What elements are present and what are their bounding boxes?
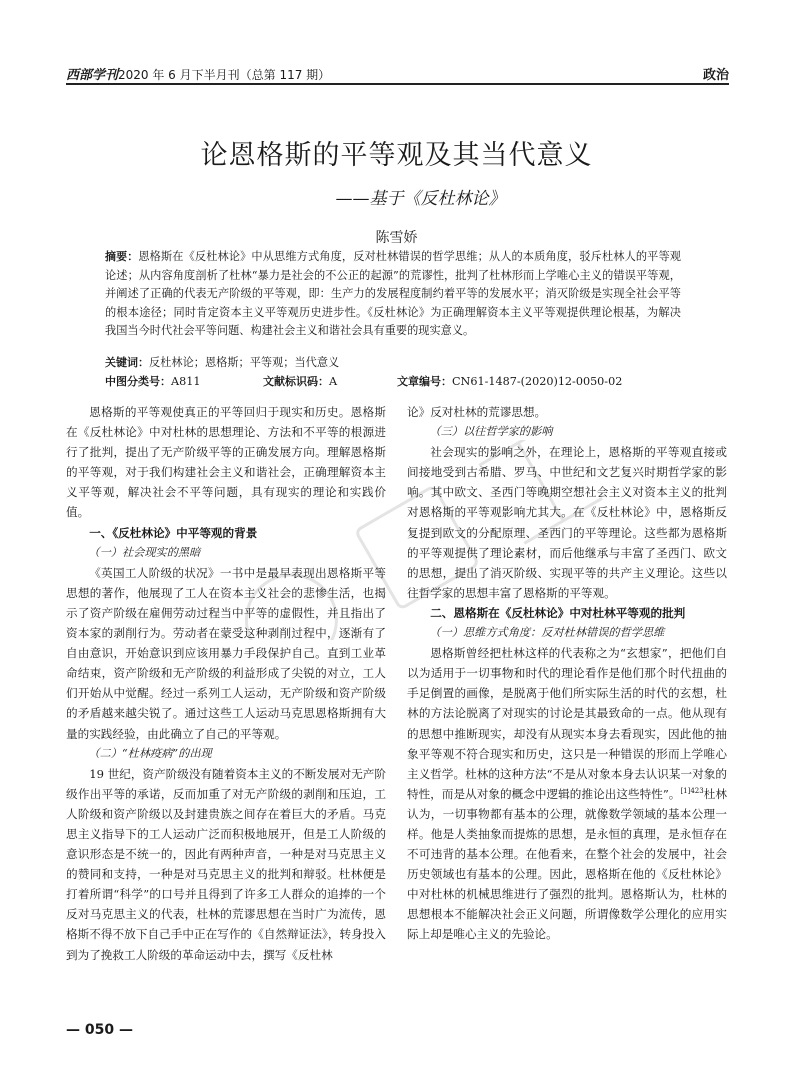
abstract-text: 恩格斯在《反杜林论》中从思维方式角度，反对杜林错误的哲学思维；从人的本质角度，驳斥杜林人的平等观论述；从内容角度剖析了杜林“暴力是社会的不公正的起源”的荒谬性，批判了杜林形而上学唯心主义的错误平等观，并阐述了正确的代表无产阶级的平等观，即：生产力的发展程度制约着平等的发展水平；消灭阶级是实现全社会平等的根本途径；同时肯定资本主义平等观历史进步性。《反杜林论》为正确理解资本主义平等观提供理论根基，为解决我国当今时代社会平等问题、构建社会主义和谐社会具有重要的现实意义。 — [105, 250, 681, 337]
right-column — [407, 402, 727, 945]
section-heading: 二、恩格斯在《反杜林论》中对杜林平等观的批判 — [430, 605, 686, 620]
left-column — [66, 402, 386, 965]
subsection-heading: （一）思维方式角度：反对杜林错误的哲学思维 — [429, 626, 665, 640]
paragraph: 论》反对杜林的荒谬思想。 — [407, 405, 547, 419]
article-subtitle: ——基于《反杜林论》 — [335, 189, 506, 209]
header-rule — [66, 83, 729, 85]
page-number: — 050 — — [66, 1022, 133, 1038]
abstract-label: 摘要： — [105, 250, 139, 263]
paragraph: 19 世纪，资产阶级没有随着资本主义的不断发展对无产阶级作出平等的承诺，反而加重了对无产阶级的剥削和压迫，工人阶级和资产阶级以及封建贵族之间存在着巨大的矛盾。马克思主义指导下的工人运动广泛而积极地展开，但是工人阶级的意识形态是不统一的，因此有两种声音，一种是对马克思主义的赞同和支持，一种是对马克思主义的批判和辩驳。杜林便是打着所谓“科学”的口号并且得到了许多工人群众的追捧的一个反对马克思主义的代表，杜林的荒谬思想在当时广为流传，恩格斯不得不放下自己手中正在写作的《自然辩证法》，转身投入到为了挽救工人阶级的革命运动中去，撰写《反杜林 — [66, 766, 386, 962]
doc-value: A — [329, 375, 338, 388]
author-name: 陈雪娇 — [375, 230, 418, 246]
section-heading: 一、《反杜林论》中平等观的背景 — [89, 525, 258, 540]
keywords-text: 反杜林论；恩格斯；平等观；当代意义 — [149, 356, 340, 369]
journal-logo: 西部学刊 — [66, 68, 119, 83]
running-header — [66, 62, 729, 82]
paragraph — [407, 643, 727, 944]
paragraph-text: 杜林认为，一切事物都有基本的公理，就像数学领域的基本公理一样。他是人类抽象而提炼的思想，是永恒的真理，是永恒存在不可违背的基本公理。在他看来，在整个社会的发展中，社会历史领域也有基本的公理。因此，恩格斯在他的《反杜林论》中对杜林的机械思维进行了强烈的批判。恩格斯认为，杜林的思想根本不能解决社会正义问题，所谓像数学公理化的应用实际上却是唯心主义的先验论。 — [407, 786, 727, 942]
paragraph-text: 恩格斯曾经把杜林这样的代表称之为“玄想家”，把他们自以为适用于一切事物和时代的理论看作是他们那个时代扭曲的手足倒置的画像，是脱离于他们所实际生活的时代的玄想，杜林的方法论脱离了对现实的讨论是其最致命的一点。他从现有的思想中推断现实，却没有从现实本身去看现实，因此他的抽象平等观不符合现实和历史，这只是一种错误的形而上学唯心主义哲学。杜林的这种方法“不是从对象本身去认识某一对象的特性，而是从对象的概念中逻辑的推论出这些特性”。 — [407, 646, 727, 801]
subsection-heading: （二）“杜林疫病”的出现 — [88, 746, 212, 760]
subsection-heading: （三）以往哲学家的影响 — [429, 425, 553, 439]
paragraph: 《英国工人阶级的状况》一书中是最早表现出恩格斯平等思想的著作，他展现了工人在资本主义社会的悲惨生活，也揭示了资产阶级在雇佣劳动过程当中平等的虚假性，并且指出了资本家的剥削行为。劳动者在蒙受这种剥削过程中，逐渐有了自由意识，开始意识到应该用暴力手段保护自己。直到工业革命结束，资产阶级和无产阶级的利益形成了尖锐的对立，工人们开始从中觉醒。经过一系列工人运动，无产阶级和资产阶级的矛盾越来越尖锐了。通过这些工人运动马克思恩格斯拥有大量的实践经验，由此确立了自己的平等观。 — [66, 565, 386, 741]
subsection-heading: （一）社会现实的黑暗 — [88, 545, 201, 559]
abstract — [105, 248, 681, 341]
article-number — [397, 373, 622, 391]
art-label: 文章编号： — [397, 375, 452, 388]
keywords-label: 关键词： — [105, 356, 149, 369]
clc-label: 中图分类号： — [105, 375, 171, 388]
doc-label: 文献标识码： — [263, 375, 329, 388]
clc-value: A811 — [171, 375, 201, 388]
paragraph: 社会现实的影响之外，在理论上，恩格斯的平等观直接或间接地受到古希腊、罗马、中世纪和文艺复兴时期哲学家的影响。其中欧文、圣西门等晚期空想社会主义对资本主义的批判对恩格斯的平等观影响尤其大。在《反杜林论》中，恩格斯反复提到欧文的分配原理、圣西门的平等理论。这些都为恩格斯的平等观提供了理论素材，而后他继承与丰富了圣西门、欧文的思想，提出了消灭阶级、实现平等的共产主义理论。这些以往哲学家的思想丰富了恩格斯的平等观。 — [407, 445, 727, 600]
clc-code — [105, 373, 200, 391]
art-value: CN61-1487-(2020)12-0050-02 — [452, 375, 623, 388]
section-label: 政治 — [702, 68, 729, 83]
keywords — [105, 354, 681, 372]
paragraph: 恩格斯的平等观使真正的平等回归于现实和历史。恩格斯在《反杜林论》中对杜林的思想理论、方法和不平等的根源进行了批判，提出了无产阶级平等的正确发展方向。理解恩格斯的平等观，对于我们构建社会主义和谐社会，正确理解资本主义平等观，解决社会不平等问题，具有现实的理论和实践价值。 — [66, 405, 386, 520]
doc-code — [263, 373, 337, 391]
citation: [1]423 — [680, 786, 704, 795]
journal-issue — [66, 64, 330, 83]
issue-info: 2020 年 6 月下半月刊（总第 117 期） — [118, 68, 331, 82]
article-title: 论恩格斯的平等观及其当代意义 — [200, 140, 593, 171]
